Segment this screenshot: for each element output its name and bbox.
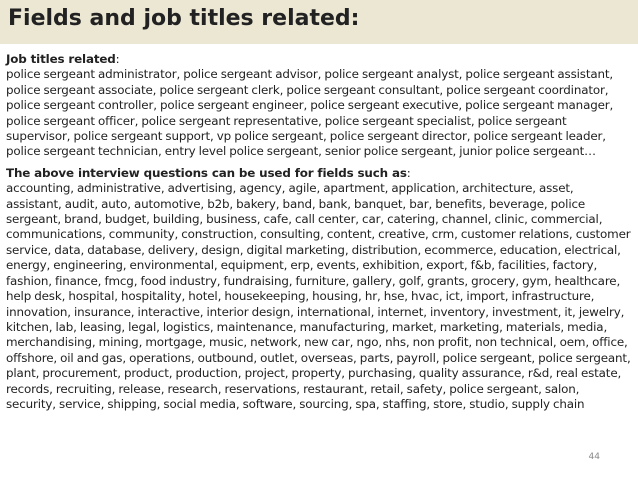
job-titles-heading xyxy=(6,52,632,67)
page-number: 44 xyxy=(588,452,600,462)
page-title: Fields and job titles related: xyxy=(8,6,360,31)
job-titles-list: police sergeant administrator, police sergeant advisor, police sergeant analyst, police sergeant assistant, police sergeant associate, police sergeant clerk, police sergeant consultant, police sergeant coordinator, police sergeant controller, police sergeant engineer, police sergeant executive, police sergeant manager, police sergeant officer, police sergeant representative, police sergeant specialist, police sergeant supervisor, police sergeant support, vp police sergeant, police sergeant director, police sergeant leader, police sergeant technician, entry level police sergeant, senior police sergeant, junior police sergeant… xyxy=(6,67,614,159)
slide-content xyxy=(6,52,632,412)
fields-list: accounting, administrative, advertising, agency, agile, apartment, application, architecture, asset, assistant, audit, auto, automotive, b2b, bakery, band, bank, banquet, bar, benefits, beverage, police sergeant, brand, budget, building, business, cafe, call center, car, catering, channel, clinic, commercial, communications, community, construction, consulting, content, creative, crm, customer relations, customer service, data, database, delivery, design, digital marketing, distribution, ecommerce, education, electrical, energy, engineering, environmental, equipment, erp, events, exhibition, export, f&b, facilities, factory, fashion, finance, fmcg, food industry, fundraising, furniture, gallery, golf, grants, grocery, gym, healthcare, help desk, hospital, hospitality, hotel, housekeeping, housing, hr, hse, hvac, ict, import, infrastructure, innovation, insurance, interactive, interior design, international, internet, inventory, investment, it, jewelry, kitchen, lab, leasing, legal, logistics, maintenance, manufacturing, market, marketing, materials, media, merchandising, mining, mortgage, music, network, new car, ngo, nhs, non profit, non technical, oem, office, offshore, oil and gas, operations, outbound, outlet, overseas, parts, payroll, police sergeant, police sergeant, plant, procurement, product, production, project, property, purchasing, quality assurance, r&d, real estate, records, recruiting, release, research, reservations, restaurant, retail, safety, police sergeant, salon, security, service, shipping, social media, software, sourcing, spa, staffing, store, studio, supply chain xyxy=(6,181,631,411)
job-titles-colon: : xyxy=(115,52,120,66)
fields-label: The above interview questions can be used for fields such as xyxy=(6,165,407,180)
fields-section xyxy=(6,166,632,413)
fields-heading xyxy=(6,166,632,181)
fields-colon: : xyxy=(406,165,411,180)
title-bar xyxy=(0,0,638,44)
job-titles-label: Job titles related xyxy=(6,52,116,66)
job-titles-section xyxy=(6,52,632,160)
